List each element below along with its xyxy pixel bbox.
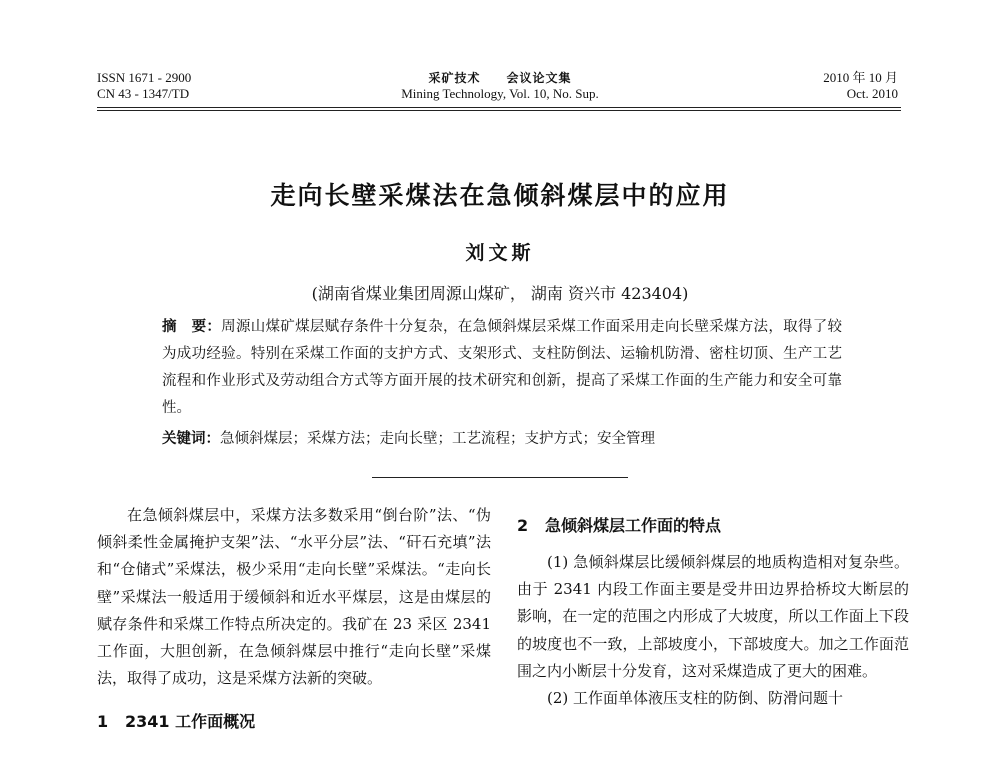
abstract [162, 314, 842, 422]
header-right [823, 70, 898, 102]
paper-title: 走向长壁采煤法在急倾斜煤层中的应用 [270, 181, 730, 210]
keywords [162, 426, 842, 453]
journal-name-en: Mining Technology, Vol. 10, No. Sup. [401, 86, 599, 101]
section-number: 2 [517, 516, 529, 535]
paper-affiliation: (湖南省煤业集团周源山煤矿， 湖南 资兴市 423404) [311, 284, 689, 303]
section-title: 急倾斜煤层工作面的特点 [545, 516, 722, 535]
journal-name-cn: 采矿技术 会议论文集 [428, 71, 572, 85]
issn-text: ISSN 1671 - 2900 [97, 70, 192, 85]
cn-text: CN 43 - 1347/TD [97, 86, 190, 101]
section-heading-2 [517, 514, 909, 538]
paper-author: 刘文斯 [465, 242, 535, 264]
body-paragraph: (1) 急倾斜煤层比缓倾斜煤层的地质构造相对复杂些。由于 2341 内段工作面主要是受井田边界拾桥坟大断层的影响，在一定的范围之内形成了大坡度，所以工作面上下段的坡度也不一致，上部坡度小，下部坡度大。加之工作面范围之内小断层十分发育，这对采煤造成了更大的困难。 [517, 553, 909, 680]
abstract-rule [372, 477, 628, 478]
body-paragraph: (2) 工作面单体液压支柱的防倒、防滑问题十 [547, 689, 844, 708]
header-rule-thin [97, 110, 901, 111]
abstract-label: 摘 要： [162, 319, 222, 335]
body-column-left [97, 502, 491, 745]
body-column-right [517, 502, 909, 712]
keywords-text: 急倾斜煤层；采煤方法；走向长壁；工艺流程；支护方式；安全管理 [220, 431, 655, 447]
section-heading-1 [97, 710, 491, 734]
intro-paragraph: 在急倾斜煤层中，采煤方法多数采用“倒台阶”法、“伪倾斜柔性金属掩护支架”法、“水平分层”法、“矸石充填”法和“仓储式”采煤法，极少采用“走向长壁”采煤法。“走向长壁”采煤法一般适用于缓倾斜和近水平煤层，这是由煤层的赋存条件和采煤工作特点所决定的。我矿在 23 采区 2341 工作面，大胆创新，在急倾斜煤层中推行“走向长壁”采煤法，取得了成功，这是采煤方法新的突破。 [97, 506, 491, 688]
abstract-text: 周源山煤矿煤层赋存条件十分复杂，在急倾斜煤层采煤工作面采用走向长壁采煤方法，取得了较为成功经验。特别在采煤工作面的支护方式、支架形式、支柱防倒法、运输机防滑、密柱切顶、生产工艺流程和作业形式及劳动组合方式等方面开展的技术研究和创新，提高了采煤工作面的生产能力和安全可靠性。 [162, 319, 842, 416]
date-en: Oct. 2010 [846, 86, 898, 101]
header-left [97, 70, 191, 102]
section-number: 1 [97, 712, 109, 732]
keywords-label: 关键词： [162, 431, 220, 447]
header-center [300, 70, 700, 102]
section-title: 2341 工作面概况 [125, 712, 256, 732]
header-rule [97, 107, 901, 108]
date-cn: 2010 年 10 月 [823, 70, 898, 85]
